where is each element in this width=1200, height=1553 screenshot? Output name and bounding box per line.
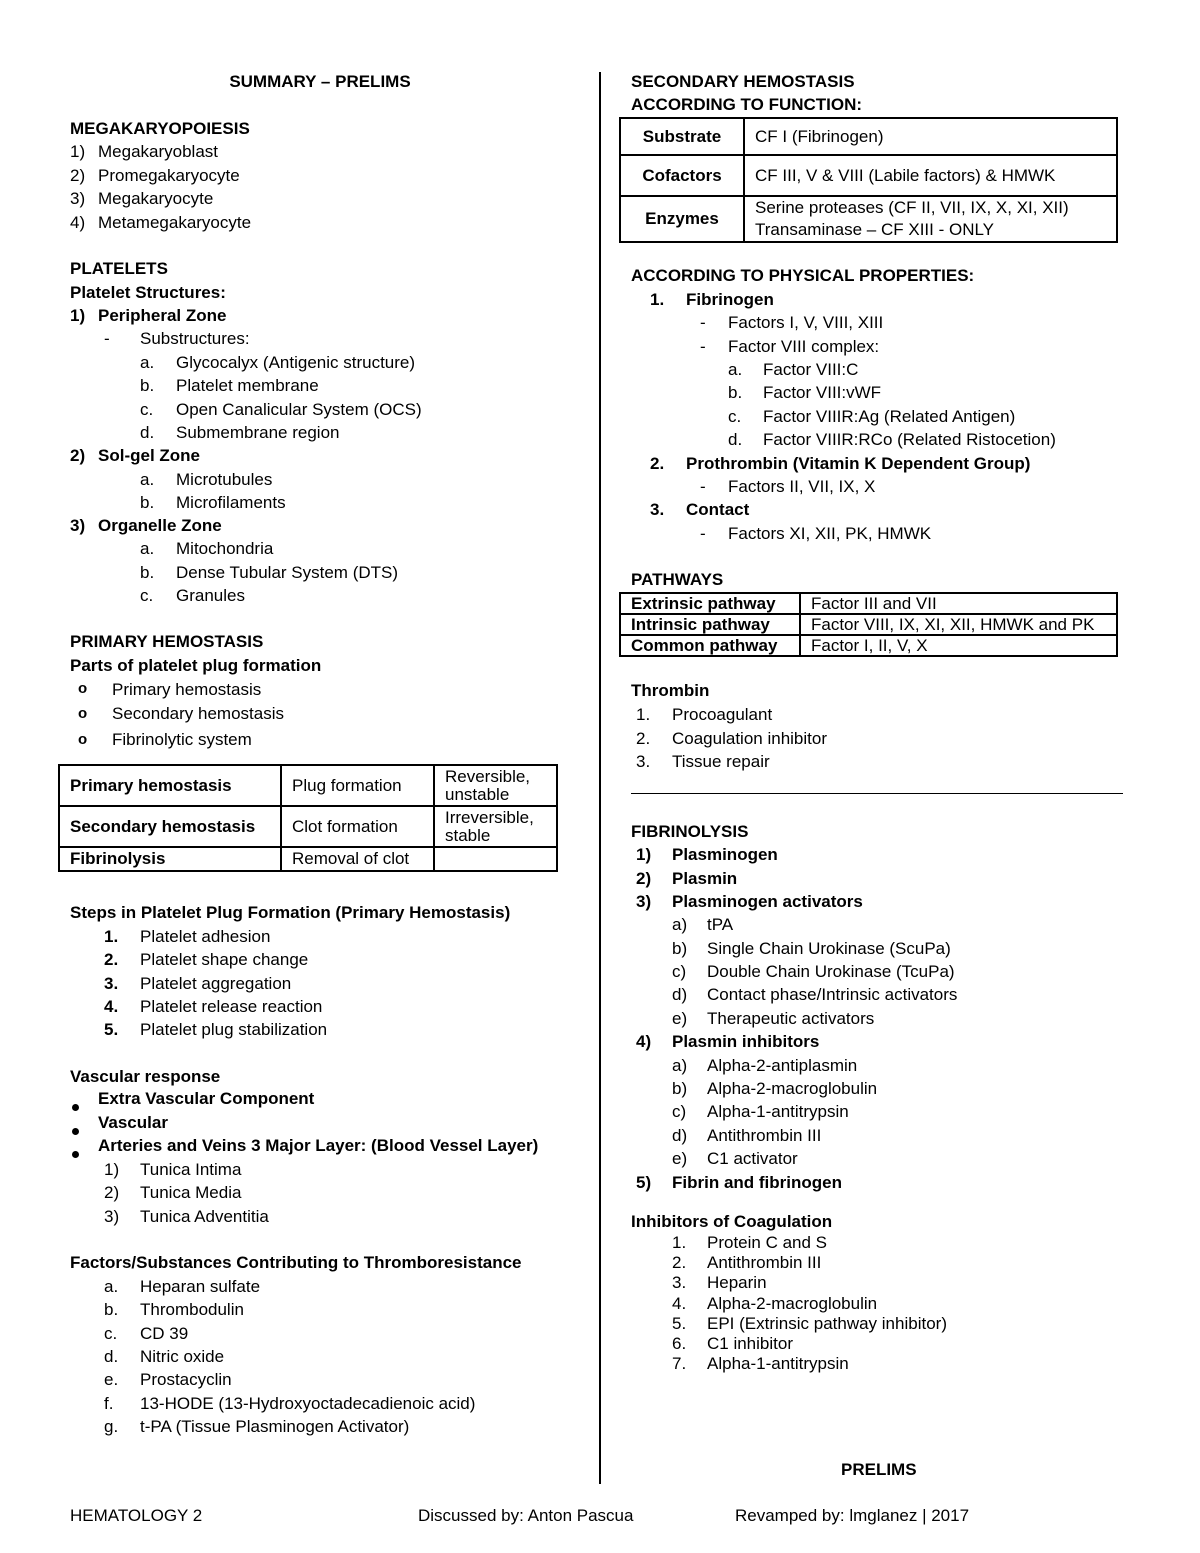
dash-bullet: -	[700, 337, 706, 356]
list-item-number: 2.	[650, 454, 665, 473]
list-item: Platelet membrane	[176, 376, 319, 395]
list-item: Coagulation inhibitor	[672, 729, 827, 748]
list-item-number: 2.	[672, 1253, 687, 1272]
footer-revamped-by: Revamped by: lmglanez | 2017	[735, 1506, 970, 1525]
list-item: Thrombodulin	[140, 1300, 244, 1319]
pathways-table	[619, 592, 1118, 657]
list-item: Nitric oxide	[140, 1347, 225, 1366]
table-cell: Plug formation	[281, 765, 434, 806]
list-item: Alpha-1-antitrypsin	[707, 1102, 849, 1121]
list-item-number: 4)	[636, 1032, 652, 1051]
table-row	[59, 765, 557, 806]
platelets-heading: PLATELETS	[70, 259, 168, 278]
organelle-zone-heading: Organelle Zone	[98, 516, 222, 535]
list-item: Factor VIIIR:RCo (Related Ristocetion)	[763, 430, 1056, 449]
list-item-letter: c.	[140, 400, 154, 419]
list-item-letter: b.	[104, 1300, 119, 1319]
contact-group-heading: Contact	[686, 500, 750, 519]
table-row	[620, 614, 1117, 635]
table-row	[620, 196, 1117, 242]
table-cell: CF I (Fibrinogen)	[744, 118, 1117, 155]
list-item: Fibrin and fibrinogen	[672, 1173, 842, 1192]
cell-line: Serine proteases (CF II, VII, IX, X, XI, XII)	[755, 198, 1069, 217]
list-item-letter: c.	[140, 586, 154, 605]
list-item: Alpha-2-antiplasmin	[707, 1056, 858, 1075]
bullet-dot-icon	[72, 1143, 79, 1163]
list-item: Microfilaments	[176, 493, 286, 512]
list-item-number: 1)	[70, 306, 86, 325]
list-item-letter: e)	[672, 1009, 688, 1028]
list-item: Heparan sulfate	[140, 1277, 261, 1296]
list-item-number: 4.	[104, 997, 119, 1016]
list-item-letter: c)	[672, 962, 687, 981]
list-item: Tunica Media	[140, 1183, 242, 1202]
list-item-letter: b.	[728, 383, 743, 402]
list-item: Factor VIIIR:Ag (Related Antigen)	[763, 407, 1016, 426]
table-cell: Substrate	[620, 118, 744, 155]
list-item-number: 4.	[672, 1294, 687, 1313]
list-item-letter: a)	[672, 1056, 688, 1075]
table-row	[620, 155, 1117, 196]
steps-heading: Steps in Platelet Plug Formation (Primary Hemostasis)	[70, 903, 511, 922]
list-item: Mitochondria	[176, 539, 274, 558]
table-cell: Primary hemostasis	[59, 765, 281, 806]
footer-discussed-by: Discussed by: Anton Pascua	[418, 1506, 634, 1525]
list-item: Dense Tubular System (DTS)	[176, 563, 399, 582]
list-item: 13-HODE (13-Hydroxyoctadecadienoic acid)	[140, 1394, 476, 1413]
list-item: t-PA (Tissue Plasminogen Activator)	[140, 1417, 410, 1436]
secondary-hemostasis-heading: SECONDARY HEMOSTASIS	[631, 72, 855, 91]
list-item-number: 3)	[70, 189, 86, 208]
plasmin-inhibitors-heading: Plasmin inhibitors	[672, 1032, 820, 1051]
table-cell	[434, 806, 557, 847]
prelims-label: PRELIMS	[841, 1460, 917, 1479]
list-item: Tunica Adventitia	[140, 1207, 269, 1226]
table-cell	[434, 847, 557, 871]
section-divider	[631, 793, 1123, 794]
substructures-label: Substructures:	[140, 329, 250, 348]
table-cell: Removal of clot	[281, 847, 434, 871]
table-cell: CF III, V & VIII (Labile factors) & HMWK	[744, 155, 1117, 196]
thromboresistance-heading: Factors/Substances Contributing to Thromboresistance	[70, 1253, 522, 1272]
list-item: CD 39	[140, 1324, 189, 1343]
thrombin-heading: Thrombin	[631, 681, 710, 700]
circle-bullet: o	[78, 705, 88, 722]
plasminogen-activators-heading: Plasminogen activators	[672, 892, 863, 911]
list-item: Prostacyclin	[140, 1370, 232, 1389]
platelet-structures-heading: Platelet Structures:	[70, 283, 226, 302]
dash-bullet: -	[700, 477, 706, 496]
table-cell: Common pathway	[620, 635, 800, 656]
circle-bullet: o	[78, 731, 88, 748]
list-item: C1 inhibitor	[707, 1334, 793, 1353]
list-item: Alpha-2-macroglobulin	[707, 1079, 878, 1098]
list-item-letter: g.	[104, 1417, 119, 1436]
list-item: Protein C and S	[707, 1233, 828, 1252]
table-row	[620, 593, 1117, 614]
list-item-letter: b.	[140, 563, 155, 582]
list-item: EPI (Extrinsic pathway inhibitor)	[707, 1314, 947, 1333]
list-item: Arteries and Veins 3 Major Layer: (Blood Vessel Layer)	[98, 1136, 539, 1155]
list-item: Procoagulant	[672, 705, 773, 724]
list-item: Primary hemostasis	[112, 680, 262, 699]
circle-bullet: o	[78, 680, 88, 697]
table-cell: Fibrinolysis	[59, 847, 281, 871]
inhibitors-heading: Inhibitors of Coagulation	[631, 1212, 833, 1231]
list-item: Factors II, VII, IX, X	[728, 477, 876, 496]
list-item-letter: d.	[104, 1347, 119, 1366]
list-item: Glycocalyx (Antigenic structure)	[176, 353, 416, 372]
fibrinogen-group-heading: Fibrinogen	[686, 290, 774, 309]
list-item: tPA	[707, 915, 734, 934]
list-item: Open Canalicular System (OCS)	[176, 400, 422, 419]
list-item-number: 3.	[104, 974, 119, 993]
list-item-letter: b.	[140, 493, 155, 512]
cell-line: Transaminase – CF XIII - ONLY	[755, 220, 995, 239]
list-item-number: 4)	[70, 213, 86, 232]
list-item-number: 1)	[636, 845, 652, 864]
list-item: Granules	[176, 586, 245, 605]
list-item-letter: a)	[672, 915, 688, 934]
list-item: Platelet shape change	[140, 950, 309, 969]
list-item-letter: d)	[672, 1126, 688, 1145]
list-item-number: 2)	[104, 1183, 120, 1202]
dash-bullet: -	[700, 313, 706, 332]
list-item: Megakaryocyte	[98, 189, 214, 208]
list-item: Contact phase/Intrinsic activators	[707, 985, 958, 1004]
list-item: Platelet adhesion	[140, 927, 271, 946]
list-item: Heparin	[707, 1273, 767, 1292]
list-item-number: 3.	[672, 1273, 687, 1292]
list-item-number: 5)	[636, 1173, 652, 1192]
list-item: Factors XI, XII, PK, HMWK	[728, 524, 932, 543]
list-item: Double Chain Urokinase (TcuPa)	[707, 962, 955, 981]
cell-line: Irreversible,	[445, 807, 534, 827]
list-item-letter: a.	[728, 360, 743, 379]
list-item: Alpha-1-antitrypsin	[707, 1354, 849, 1373]
list-item-number: 1.	[636, 705, 651, 724]
list-item-letter: d.	[728, 430, 743, 449]
cell-line: unstable	[445, 784, 510, 804]
list-item-letter: a.	[140, 353, 155, 372]
peripheral-zone-heading: Peripheral Zone	[98, 306, 227, 325]
list-item: Alpha-2-macroglobulin	[707, 1294, 878, 1313]
list-item-letter: d.	[140, 423, 155, 442]
list-item-letter: d)	[672, 985, 688, 1004]
sol-gel-zone-heading: Sol-gel Zone	[98, 446, 200, 465]
table-cell: Extrinsic pathway	[620, 593, 800, 614]
list-item: Platelet release reaction	[140, 997, 323, 1016]
list-item-number: 5.	[104, 1020, 119, 1039]
list-item-letter: c.	[728, 407, 742, 426]
list-item: Factor VIII complex:	[728, 337, 880, 356]
table-cell: Factor I, II, V, X	[800, 635, 1117, 656]
table-cell	[434, 765, 557, 806]
dash-bullet: -	[104, 329, 110, 348]
dash-bullet: -	[700, 524, 706, 543]
list-item-number: 2)	[70, 446, 86, 465]
table-cell: Secondary hemostasis	[59, 806, 281, 847]
list-item-number: 6.	[672, 1334, 687, 1353]
table-cell: Factor VIII, IX, XI, XII, HMWK and PK	[800, 614, 1117, 635]
list-item: Promegakaryocyte	[98, 166, 240, 185]
footer-course: HEMATOLOGY 2	[70, 1506, 203, 1525]
table-row	[59, 806, 557, 847]
list-item-number: 2.	[636, 729, 651, 748]
list-item: Submembrane region	[176, 423, 340, 442]
fibrinolysis-heading: FIBRINOLYSIS	[631, 822, 749, 841]
list-item: Secondary hemostasis	[112, 704, 284, 723]
list-item-letter: e)	[672, 1149, 688, 1168]
list-item-letter: a.	[140, 470, 155, 489]
list-item-letter: c)	[672, 1102, 687, 1121]
list-item: Single Chain Urokinase (ScuPa)	[707, 939, 951, 958]
list-item: Factors I, V, VIII, XIII	[728, 313, 884, 332]
list-item: Factor VIII:C	[763, 360, 859, 379]
list-item-letter: c.	[104, 1324, 118, 1343]
list-item: Fibrinolytic system	[112, 730, 252, 749]
table-cell: Factor III and VII	[800, 593, 1117, 614]
list-item-number: 3)	[636, 892, 652, 911]
list-item: Platelet aggregation	[140, 974, 292, 993]
list-item: Antithrombin III	[707, 1126, 822, 1145]
list-item-number: 5.	[672, 1314, 687, 1333]
column-divider	[599, 72, 601, 1484]
list-item-letter: b.	[140, 376, 155, 395]
table-cell	[744, 196, 1117, 242]
list-item-letter: f.	[104, 1394, 114, 1413]
list-item-number: 3)	[70, 516, 86, 535]
plug-parts-heading: Parts of platelet plug formation	[70, 656, 322, 675]
list-item-letter: a.	[104, 1277, 119, 1296]
cell-line: Reversible,	[445, 766, 531, 786]
list-item: Plasmin	[672, 869, 738, 888]
table-cell: Intrinsic pathway	[620, 614, 800, 635]
bullet-dot-icon	[72, 1120, 79, 1140]
primary-hemostasis-heading: PRIMARY HEMOSTASIS	[70, 632, 264, 651]
prothrombin-group-heading: Prothrombin (Vitamin K Dependent Group)	[686, 454, 1031, 473]
list-item-number: 3.	[650, 500, 665, 519]
list-item: Tunica Intima	[140, 1160, 242, 1179]
list-item-letter: b)	[672, 939, 688, 958]
megakaryopoiesis-heading: MEGAKARYOPOIESIS	[70, 119, 250, 138]
table-row	[59, 847, 557, 871]
list-item-letter: e.	[104, 1370, 119, 1389]
list-item-number: 2)	[70, 166, 86, 185]
list-item: Microtubules	[176, 470, 273, 489]
according-to-function-heading: ACCORDING TO FUNCTION:	[631, 95, 863, 114]
table-row	[620, 118, 1117, 155]
list-item: Megakaryoblast	[98, 142, 219, 161]
list-item-number: 1)	[70, 142, 86, 161]
list-item-number: 2.	[104, 950, 119, 969]
list-item-number: 1.	[104, 927, 119, 946]
list-item: C1 activator	[707, 1149, 798, 1168]
table-cell: Cofactors	[620, 155, 744, 196]
list-item-number: 7.	[672, 1354, 687, 1373]
list-item-letter: a.	[140, 539, 155, 558]
physical-properties-heading: ACCORDING TO PHYSICAL PROPERTIES:	[631, 266, 975, 285]
list-item-number: 1.	[650, 290, 665, 309]
list-item-number: 1.	[672, 1233, 687, 1252]
list-item: Vascular	[98, 1113, 168, 1132]
cell-line: stable	[445, 825, 491, 845]
function-table	[619, 117, 1118, 243]
list-item: Metamegakaryocyte	[98, 213, 252, 232]
list-item-number: 1)	[104, 1160, 120, 1179]
table-row	[620, 635, 1117, 656]
list-item: Plasminogen	[672, 845, 778, 864]
table-cell: Clot formation	[281, 806, 434, 847]
list-item: Antithrombin III	[707, 1253, 822, 1272]
hemostasis-table	[58, 764, 558, 872]
list-item-letter: b)	[672, 1079, 688, 1098]
list-item: Platelet plug stabilization	[140, 1020, 328, 1039]
list-item: Factor VIII:vWF	[763, 383, 882, 402]
vascular-response-heading: Vascular response	[70, 1067, 221, 1086]
list-item: Extra Vascular Component	[98, 1089, 315, 1108]
table-cell: Enzymes	[620, 196, 744, 242]
bullet-dot-icon	[72, 1096, 79, 1116]
pathways-heading: PATHWAYS	[631, 570, 724, 589]
summary-title: SUMMARY – PRELIMS	[229, 72, 411, 91]
list-item-number: 3.	[636, 752, 651, 771]
list-item-number: 3)	[104, 1207, 120, 1226]
list-item: Therapeutic activators	[707, 1009, 875, 1028]
list-item: Tissue repair	[672, 752, 770, 771]
list-item-number: 2)	[636, 869, 652, 888]
